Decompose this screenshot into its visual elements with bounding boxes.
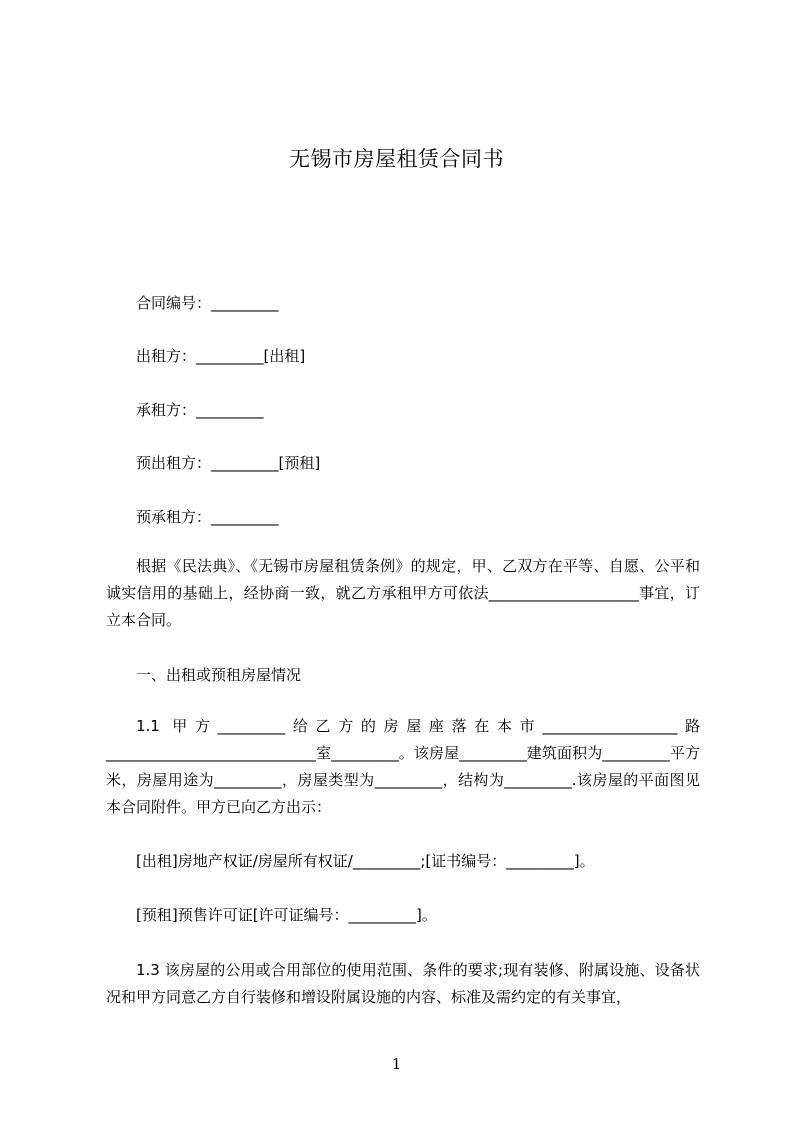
contract-number-field: 合同编号：_________ <box>136 294 279 312</box>
cert-rent-line: [出租]房地产权证/房屋所有权证/_________;[证书编号：_________]。 <box>136 852 595 870</box>
preamble-paragraph: 根据《民法典》、《无锡市房屋租赁条例》的规定，甲、乙双方在平等、自愿、公平和诚实信用的基础上，经协商一致，就乙方承租甲方可依法____________________事宜，订立本合同。 <box>106 557 700 629</box>
lessee-field: 承租方：_________ <box>136 401 264 419</box>
clause-1-3: 1.3 该房屋的公用或合用部位的使用范围、条件的要求;现有装修、附属设施、设备状况和甲方同意乙方自行装修和增设附属设施的内容、标准及需约定的有关事宜， <box>106 961 700 1006</box>
lessor-field: 出租方：_________[出租] <box>136 347 306 365</box>
cert-prerent-line: [预租]预售许可证[许可证编号：_________]。 <box>136 906 437 924</box>
page-number: 1 <box>391 1055 402 1073</box>
section-1-heading: 一、出租或预租房屋情况 <box>136 666 302 684</box>
pre-lessor-field: 预出租方：_________[预租] <box>136 454 321 472</box>
document-title: 无锡市房屋租赁合同书 <box>289 147 504 171</box>
pre-lessee-field: 预承租方：_________ <box>136 508 279 526</box>
clause-1-1: 1.1 甲方_________给乙方的房屋座落在本市__________________路____________________________室_________。该房屋_________建筑面积为_________平方米，房屋用途为_________，房屋类型为_________，结构为_________.该房屋的平面图见本合同附件。甲方已向乙方出示： <box>106 717 700 816</box>
